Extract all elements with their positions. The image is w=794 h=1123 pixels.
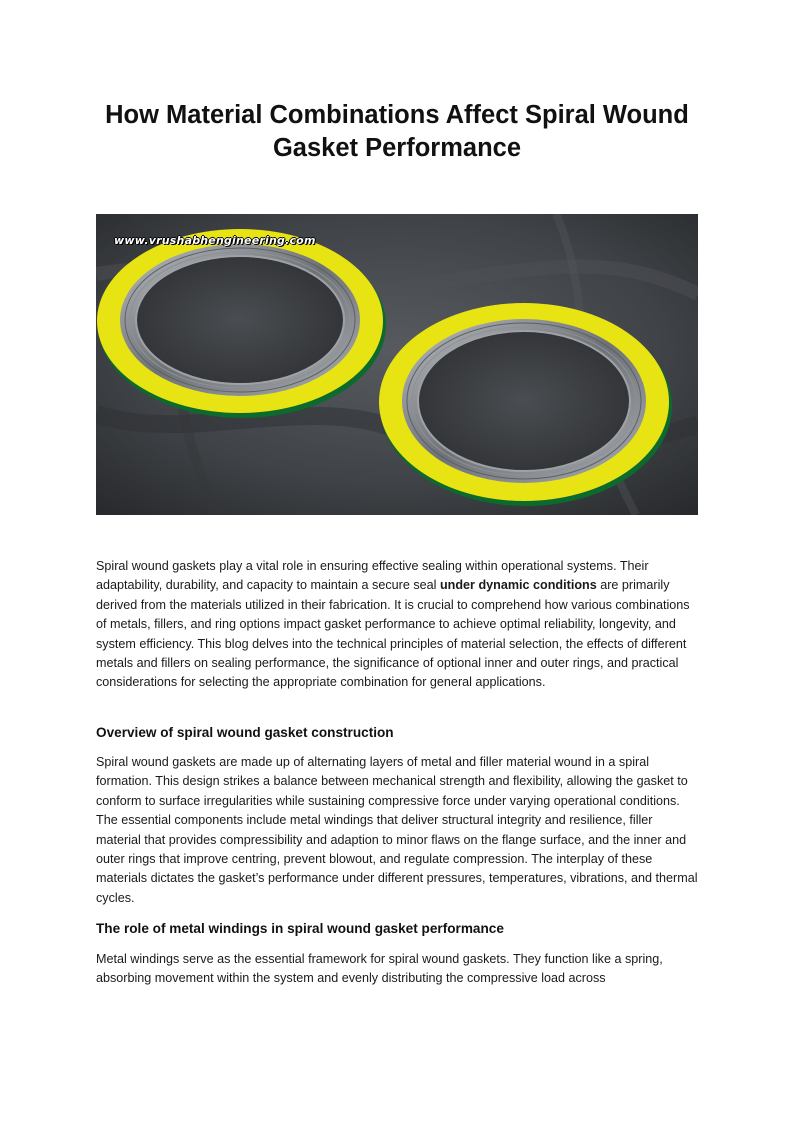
- page-title: How Material Combinations Affect Spiral Wound Gasket Performance: [105, 101, 689, 162]
- intro-text-before: Spiral wound gaskets play a vital role in ensuring effective sealing within operational systems. Their adaptability, durability, and capacity to maintain a secure seal: [96, 559, 649, 593]
- intro-text-after: are primarily derived from the materials utilized in their fabrication. It is crucial to comprehend how various combinations of metals, fillers, and ring options impact gasket performance to achieve optimal reliability, longevity, and system efficiency. This blog delves into the technical principles of material selection, the effects of different metals and fillers on sealing performance, the significance of optional inner and outer rings, and practical considerations for selecting the appropriate combination for general applications.: [96, 578, 690, 690]
- intro-paragraph: [96, 557, 698, 693]
- section-paragraph-construction: Spiral wound gaskets are made up of alternating layers of metal and filler material wound in a spiral formation. This design strikes a balance between mechanical strength and flexibility, allowing the gasket to conform to surface irregularities while sustaining compressive force under varying operational conditions. The essential components include metal windings that deliver structural integrity and resilience, filler material that provides compressibility and adaption to minor flaws on the flange surface, and the inner and outer rings that improve centring, prevent blowout, and regulate compression. The interplay of these materials dictates the gasket’s performance under different pressures, temperatures, vibrations, and thermal cycles.: [96, 755, 698, 905]
- hero-image: [96, 214, 698, 515]
- section-heading-construction: Overview of spiral wound gasket construction: [96, 725, 394, 740]
- section-heading-metal-windings: The role of metal windings in spiral wound gasket performance: [96, 921, 504, 936]
- spiral-wound-gasket-photo-icon: [96, 214, 698, 515]
- section-paragraph-metal-windings: Metal windings serve as the essential framework for spiral wound gaskets. They function like a spring, absorbing movement within the system and evenly distributing the compressive load across: [96, 952, 663, 986]
- image-watermark: www.vrushabhengineering.com: [114, 234, 316, 247]
- intro-bold-phrase: under dynamic conditions: [439, 578, 597, 593]
